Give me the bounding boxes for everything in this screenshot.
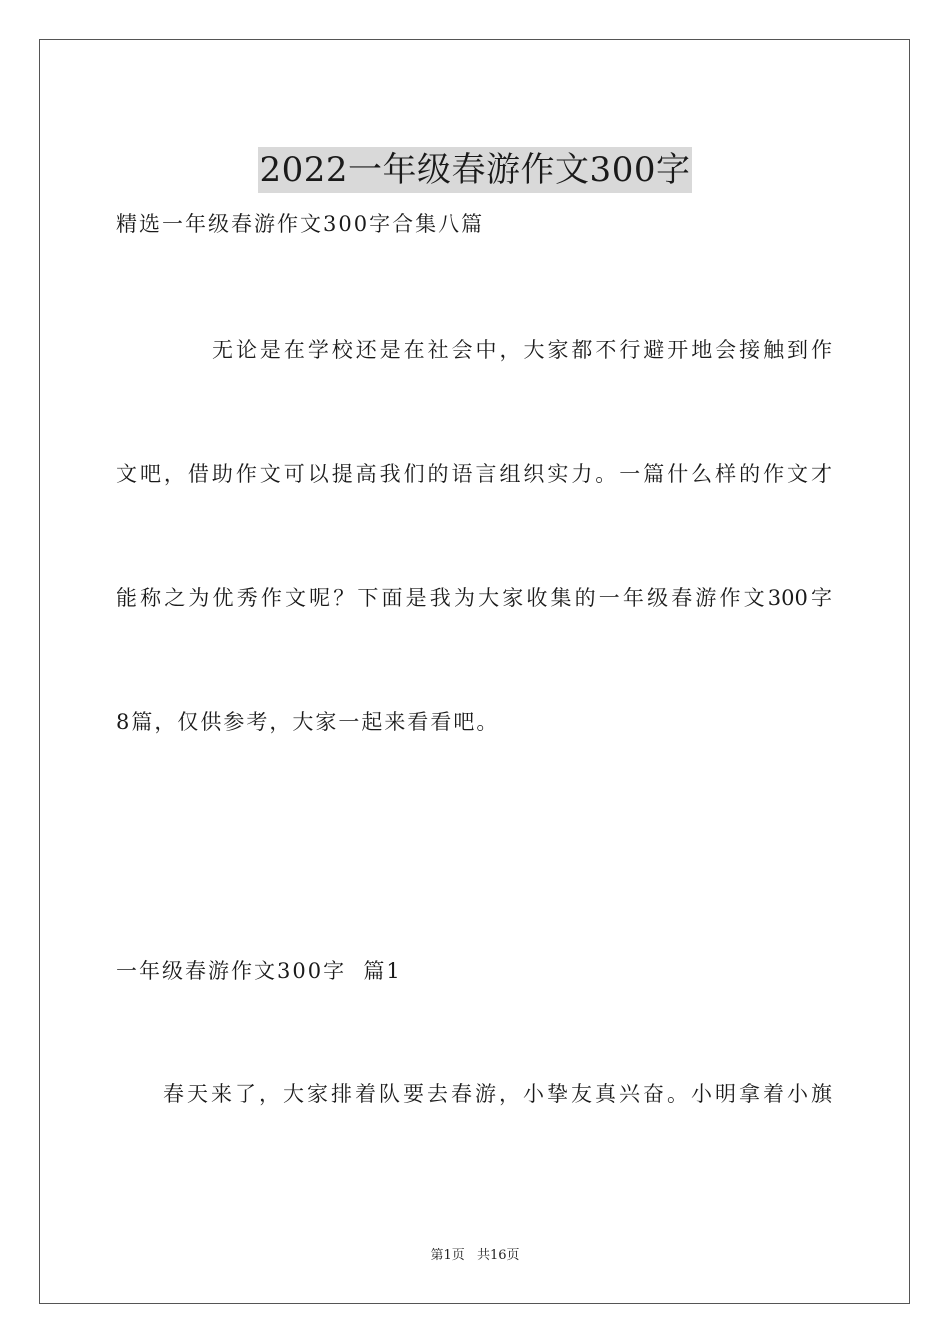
page-total: 共16页 [476,1248,520,1263]
document-subtitle: 精选一年级春游作文300字合集八篇 [116,212,485,236]
intro-line-4: 8篇，仅供参考，大家一起来看看吧。 [116,710,500,734]
intro-line-2: 文吧，借助作文可以提高我们的语言组织实力。一篇什么样的作文才 [116,462,832,486]
page-number: 第1页 [430,1248,465,1263]
title-container [0,124,950,216]
intro-line-1: 无论是在学校还是在社会中，大家都不行避开地会接触到作 [212,338,832,362]
intro-line-3: 能称之为优秀作文呢？下面是我为大家收集的一年级春游作文300字 [116,586,832,610]
page-footer [0,1247,950,1265]
section-heading: 一年级春游作文300字 篇1 [116,959,402,983]
section-first-line: 春天来了，大家排着队要去春游，小挚友真兴奋。小明拿着小旗 [163,1082,832,1106]
document-title: 2022一年级春游作文300字 [258,147,693,193]
